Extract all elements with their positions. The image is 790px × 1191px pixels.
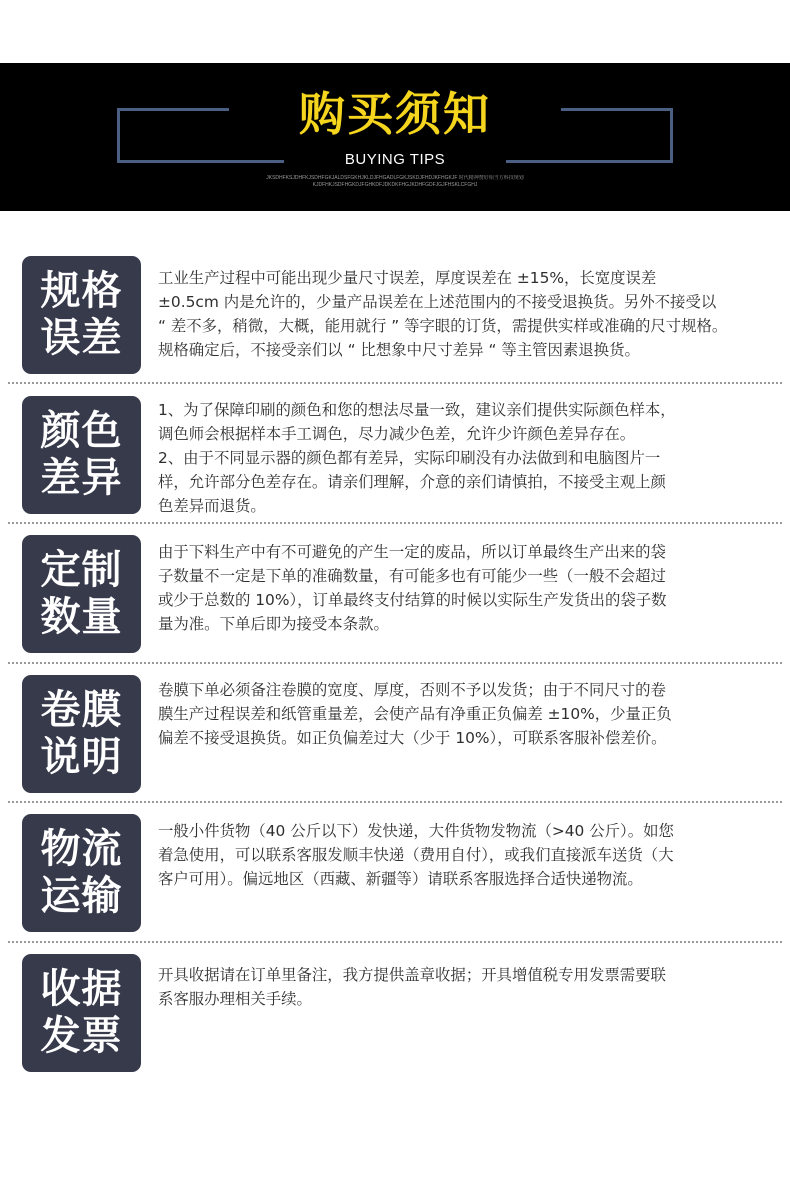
badge-line-2: 差异 (40, 455, 123, 501)
section-badge (22, 954, 141, 1072)
section-divider (8, 801, 782, 803)
section-divider (8, 662, 782, 664)
badge-line-2: 数量 (40, 594, 123, 640)
section-badge (22, 256, 141, 374)
page-subtitle: BUYING TIPS (344, 151, 446, 168)
badge-line-1: 规格 (40, 268, 123, 314)
badge-line-2: 说明 (40, 734, 123, 780)
badge-line-1: 定制 (40, 547, 123, 593)
section-badge (22, 814, 141, 932)
section-text: 由于下料生产中有不可避免的产生一定的废品，所以订单最终生产出来的袋 子数量不一定是下单的准确数量，有可能多也有可能少一些（一般不会超过 或少于总数的 10%），订单最终支付结算的时候以实际生产发货出的袋子数 量为准。下单后即为接受本条款。 (158, 543, 667, 633)
section-divider (8, 382, 782, 384)
section-text: 1、为了保障印刷的颜色和您的想法尽量一致，建议亲们提供实际颜色样本， 调色师会根据样本手工调色，尽力减少色差，允许少许颜色差异存在。 2、由于不同显示器的颜色都有差异，实际印刷没有办法做到和电脑图片一 样，允许部分色差存在。请亲们理解，介意的亲们请慎拍，不接受主观上颜 色差异而退货。 (158, 401, 676, 515)
section-text: 一般小件货物（40 公斤以下）发快递，大件货物发物流（>40 公斤）。如您 着急使用，可以联系客服发顺丰快递（费用自付），或我们直接派车送货（大 客户可用）。偏远地区（西藏、新疆等）请联系客服选择合适快递物流。 (158, 822, 674, 888)
section-badge (22, 675, 141, 793)
section-badge (22, 535, 141, 653)
badge-line-2: 误差 (40, 315, 123, 361)
section-text: 开具收据请在订单里备注，我方提供盖章收据；开具增值税专用发票需要联 系客服办理相关手续。 (158, 966, 666, 1008)
badge-line-2: 运输 (40, 873, 123, 919)
page-title: 购买须知 (299, 87, 491, 141)
decorative-small-text-1: JKSDHFKSJDHFKJSDHFGKJALDSFGKHJKLDJFHGADLFGKJSKDJFHDJKFHGKJF 时代精神赞好相当方科技规划 (266, 175, 524, 181)
buying-tips-banner (0, 63, 790, 211)
decorative-small-text-2: KJDFHKJSDFHGKDJFGHKDFJDKDKFHGJKDHFGDFJGJFHSKLCFGHJ (312, 182, 478, 188)
badge-line-1: 物流 (40, 826, 123, 872)
section-divider (8, 941, 782, 943)
badge-line-2: 发票 (40, 1013, 123, 1059)
section-badge (22, 396, 141, 514)
badge-line-1: 收据 (40, 966, 123, 1012)
section-text: 工业生产过程中可能出现少量尺寸误差，厚度误差在 ±15%，长宽度误差 ±0.5cm 内是允许的，少量产品误差在上述范围内的不接受退换货。另外不接受以 “ 差不多，稍微，大概，能用就行 ” 等字眼的订货，需提供实样或准确的尺寸规格。 规格确定后，不接受亲们以 “ 比想象中尺寸差异 “ 等主管因素退换货。 (158, 269, 728, 359)
badge-line-1: 卷膜 (40, 687, 123, 733)
section-divider (8, 522, 782, 524)
badge-line-1: 颜色 (40, 408, 123, 454)
section-text: 卷膜下单必须备注卷膜的宽度、厚度，否则不予以发货；由于不同尺寸的卷 膜生产过程误差和纸管重量差，会使产品有净重正负偏差 ±10%，少量正负 偏差不接受退换货。如正负偏差过大（少于 10%），可联系客服补偿差价。 (158, 681, 672, 747)
